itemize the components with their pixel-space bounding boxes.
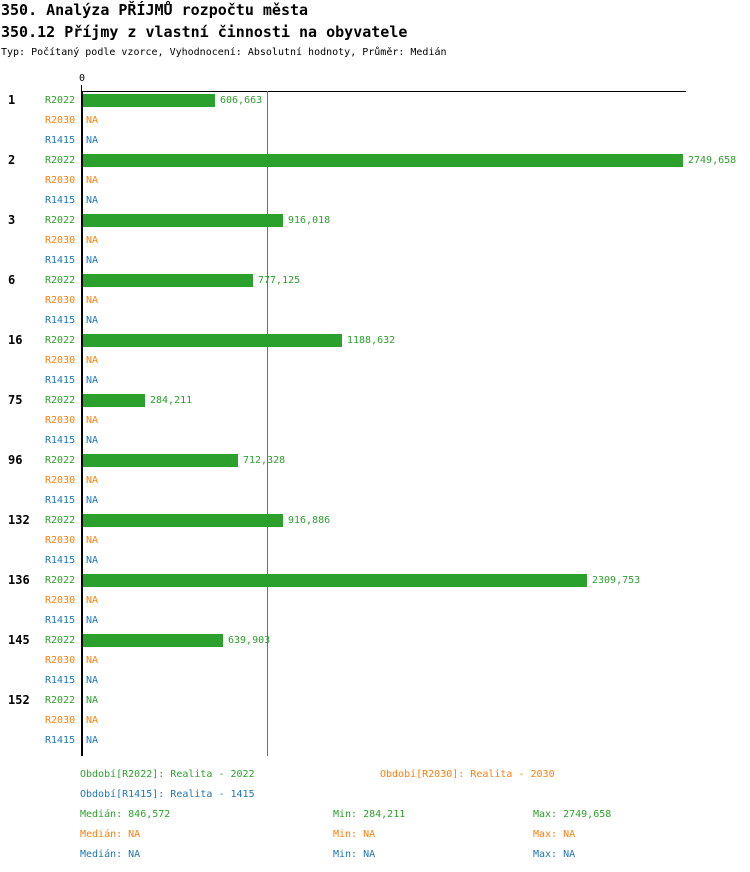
series-row-label: R1415 (45, 255, 76, 266)
page-subtitle: 350.12 Příjmy z vlastní činnosti na obyvatele (1, 23, 408, 41)
bar (83, 514, 283, 527)
category-label: 96 (8, 453, 23, 467)
na-value-label: NA (86, 595, 99, 606)
bar-value-label: 2749,658 (688, 155, 737, 166)
stat-median: Medián: NA (80, 849, 141, 860)
series-row-label: R1415 (45, 555, 76, 566)
series-row-label: R1415 (45, 195, 76, 206)
series-row-label: R1415 (45, 375, 76, 386)
na-value-label: NA (86, 115, 99, 126)
category-label: 132 (8, 513, 30, 527)
series-row-label: R2022 (45, 395, 76, 406)
series-row-label: R2030 (45, 295, 76, 306)
stat-max: Max: NA (533, 829, 576, 840)
series-row-label: R2030 (45, 535, 76, 546)
na-value-label: NA (86, 315, 99, 326)
series-row-label: R2022 (45, 95, 76, 106)
bar (83, 334, 342, 347)
stat-min: Min: 284,211 (333, 809, 406, 820)
na-value-label: NA (86, 555, 99, 566)
series-row-label: R2030 (45, 415, 76, 426)
series-row-label: R2022 (45, 575, 76, 586)
series-row-label: R2030 (45, 475, 76, 486)
legend-item: Období[R2022]: Realita - 2022 (80, 769, 255, 780)
median-line (267, 91, 268, 756)
na-value-label: NA (86, 535, 99, 546)
series-row-label: R1415 (45, 135, 76, 146)
series-row-label: R1415 (45, 675, 76, 686)
bar (83, 94, 215, 107)
na-value-label: NA (86, 695, 99, 706)
na-value-label: NA (86, 675, 99, 686)
page-title: 350. Analýza PŘÍJMŮ rozpočtu města (1, 1, 309, 19)
bar-value-label: 777,125 (258, 275, 301, 286)
series-row-label: R2030 (45, 235, 76, 246)
bar-value-label: 606,663 (220, 95, 263, 106)
series-row-label: R1415 (45, 495, 76, 506)
series-row-label: R2022 (45, 215, 76, 226)
y-axis-line (81, 91, 83, 756)
na-value-label: NA (86, 495, 99, 506)
na-value-label: NA (86, 375, 99, 386)
bar-value-label: 712,328 (243, 455, 286, 466)
chart-meta-line: Typ: Počítaný podle vzorce, Vyhodnocení: Absolutní hodnoty, Průměr: Medián (1, 47, 447, 58)
category-label: 1 (8, 93, 16, 107)
category-label: 16 (8, 333, 23, 347)
category-label: 145 (8, 633, 30, 647)
bar (83, 154, 683, 167)
na-value-label: NA (86, 175, 99, 186)
x-axis-zero-tick-label: 0 (78, 73, 86, 84)
na-value-label: NA (86, 295, 99, 306)
legend-item: Období[R1415]: Realita - 1415 (80, 789, 255, 800)
na-value-label: NA (86, 255, 99, 266)
bar (83, 454, 238, 467)
series-row-label: R2022 (45, 455, 76, 466)
x-axis-line (81, 91, 686, 92)
na-value-label: NA (86, 415, 99, 426)
series-row-label: R2022 (45, 335, 76, 346)
na-value-label: NA (86, 195, 99, 206)
category-label: 3 (8, 213, 16, 227)
stat-min: Min: NA (333, 829, 376, 840)
series-row-label: R2030 (45, 115, 76, 126)
category-label: 75 (8, 393, 23, 407)
bar-value-label: 2309,753 (592, 575, 641, 586)
series-row-label: R1415 (45, 315, 76, 326)
category-label: 136 (8, 573, 30, 587)
bar (83, 274, 253, 287)
bar-value-label: 916,018 (288, 215, 331, 226)
bar-value-label: 916,886 (288, 515, 331, 526)
bar (83, 394, 145, 407)
series-row-label: R2022 (45, 635, 76, 646)
bar (83, 214, 283, 227)
series-row-label: R2030 (45, 355, 76, 366)
na-value-label: NA (86, 135, 99, 146)
series-row-label: R2030 (45, 655, 76, 666)
na-value-label: NA (86, 435, 99, 446)
category-label: 2 (8, 153, 16, 167)
na-value-label: NA (86, 735, 99, 746)
bar-value-label: 639,903 (228, 635, 271, 646)
category-label: 152 (8, 693, 30, 707)
series-row-label: R1415 (45, 615, 76, 626)
series-row-label: R1415 (45, 435, 76, 446)
na-value-label: NA (86, 355, 99, 366)
bar (83, 634, 223, 647)
stat-max: Max: 2749,658 (533, 809, 612, 820)
na-value-label: NA (86, 655, 99, 666)
stat-median: Medián: 846,572 (80, 809, 171, 820)
series-row-label: R2022 (45, 515, 76, 526)
na-value-label: NA (86, 235, 99, 246)
stat-min: Min: NA (333, 849, 376, 860)
stat-max: Max: NA (533, 849, 576, 860)
series-row-label: R2030 (45, 715, 76, 726)
series-row-label: R2022 (45, 695, 76, 706)
series-row-label: R2022 (45, 275, 76, 286)
bar (83, 574, 587, 587)
na-value-label: NA (86, 475, 99, 486)
series-row-label: R1415 (45, 735, 76, 746)
na-value-label: NA (86, 715, 99, 726)
bar-value-label: 1188,632 (347, 335, 396, 346)
na-value-label: NA (86, 615, 99, 626)
series-row-label: R2030 (45, 595, 76, 606)
series-row-label: R2022 (45, 155, 76, 166)
legend-item: Období[R2030]: Realita - 2030 (380, 769, 555, 780)
category-label: 6 (8, 273, 16, 287)
stat-median: Medián: NA (80, 829, 141, 840)
bar-value-label: 284,211 (150, 395, 193, 406)
series-row-label: R2030 (45, 175, 76, 186)
